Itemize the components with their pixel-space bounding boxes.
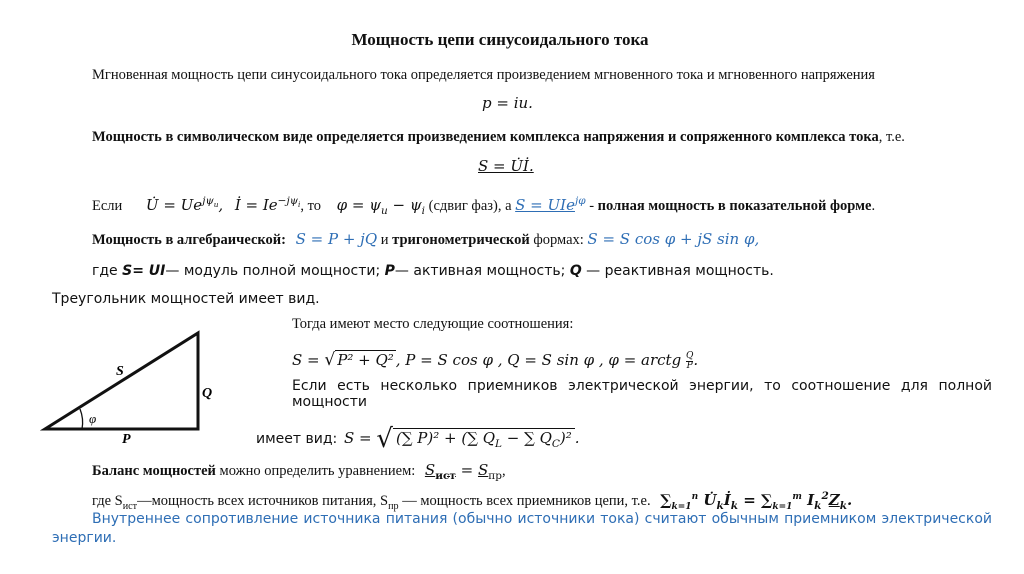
phase-note: (сдвиг фаз), а <box>424 198 516 214</box>
relations-intro: Тогда имеют место следующие соотношения: <box>292 316 574 332</box>
triangle-phi-label: φ <box>89 411 97 426</box>
p-letter: P <box>384 263 395 279</box>
formula-instant-power: p = iu. <box>482 94 533 112</box>
exponential-form-line <box>92 195 875 217</box>
trig-bold: тригонометрической <box>392 232 530 248</box>
relations-formula: S = √ P² + Q² , P = S cos φ , Q = S sin φ , φ = arctg $\frac{Q}{P}$ . <box>292 350 699 371</box>
intro-paragraph: Мгновенная мощность цепи синусоидального тока определяется произведением мгновенного тока и мгновенного напряжения <box>92 67 875 83</box>
algebraic-bold: Мощность в алгебраической: <box>92 232 286 248</box>
symbolic-suffix: , т.е. <box>878 129 905 145</box>
active-text: — активная мощность; <box>394 263 570 279</box>
sources-line: где $S_{ист}—мощность$ всех источников питания, $S_{пр}$ — мощность всех приемников цепи, т.е. $\sum_{k=1}^n$ $U̇_kİ_k = \sum_{k=1}^m$ $I_k^2Z_k$. <box>92 490 853 512</box>
algebraic-formula: S = P + jQ <box>295 230 378 248</box>
triangle-p-label: P <box>122 432 131 447</box>
voltage-formula: U̇ = $Ue^{j\psi_u}$ <box>145 195 219 214</box>
algebraic-line <box>92 230 759 249</box>
full-power-bold: полная мощность в показательной форме <box>597 198 872 214</box>
reactive-text: — реактивная мощность. <box>581 263 774 279</box>
where-word: где <box>92 263 123 279</box>
page-title: Мощность цепи синусоидального тока <box>351 30 649 49</box>
sum-sqrt-formula: S = √ (∑ P)² + (∑ $Q_L$ − ∑ $Q_C)^2$ . <box>344 424 580 454</box>
and-word: и <box>377 232 393 248</box>
then-word: , то <box>300 198 321 214</box>
if-word: Если <box>92 198 123 214</box>
triangle-heading: Треугольник мощностей имеет вид. <box>52 291 320 307</box>
balance-sum-formula: $\sum_{k=1}^n$ $U̇_kİ_k = \sum_{k=1}^m$ $I_k^2Z_k$. <box>660 490 853 512</box>
trig-formula: S = S cos φ + jS sin φ, <box>587 230 760 248</box>
balance-bold: Баланс мощностей <box>92 463 216 479</box>
period: . <box>871 198 876 214</box>
has-form-text: имеет вид: <box>256 431 338 447</box>
definitions-line <box>92 263 774 279</box>
comma: , <box>218 196 224 214</box>
modulus-text: — модуль полной мощности; <box>165 263 385 279</box>
forms-text: формах: <box>529 232 588 248</box>
s-eq-ui: S= UI <box>122 263 166 279</box>
balance-text: можно определить уравнением: <box>215 463 419 479</box>
exp-power-formula: S = UIe$^{j\varphi}$ <box>515 195 586 214</box>
triangle-s-label: S <box>116 364 124 379</box>
phase-formula: $\varphi = \psi_u - \psi_i$ <box>336 196 425 217</box>
symbolic-bold-text: Мощность в символическом виде определяется произведением комплекса напряжения и сопряженного комплекса тока <box>92 129 879 145</box>
q-letter: Q <box>569 263 582 279</box>
triangle-q-label: Q <box>202 386 213 401</box>
multiple-receivers-text: Если есть несколько приемников электрической энергии, то соотношение для полной мощности <box>292 378 992 410</box>
power-triangle-diagram <box>40 325 220 450</box>
formula-complex-power: S = U̇İ. <box>478 157 534 175</box>
angle-arc <box>80 409 83 429</box>
symbolic-paragraph <box>92 129 905 146</box>
balance-formula: $S_{ист}$ <box>424 461 456 482</box>
internal-resistance-text-2: энергии. <box>52 530 117 546</box>
dash: - <box>585 198 598 214</box>
balance-line: Баланс мощностей можно определить уравнением: $S_{ист} = S_{пр}$, <box>92 461 506 482</box>
current-formula: İ = $Ie^{-j\psi_i}$ <box>234 195 301 214</box>
triangle-shape <box>45 333 198 429</box>
internal-resistance-text-1: Внутреннее сопротивление источника питания (обычно источники тока) считают обычным приемником электрической <box>92 511 992 527</box>
